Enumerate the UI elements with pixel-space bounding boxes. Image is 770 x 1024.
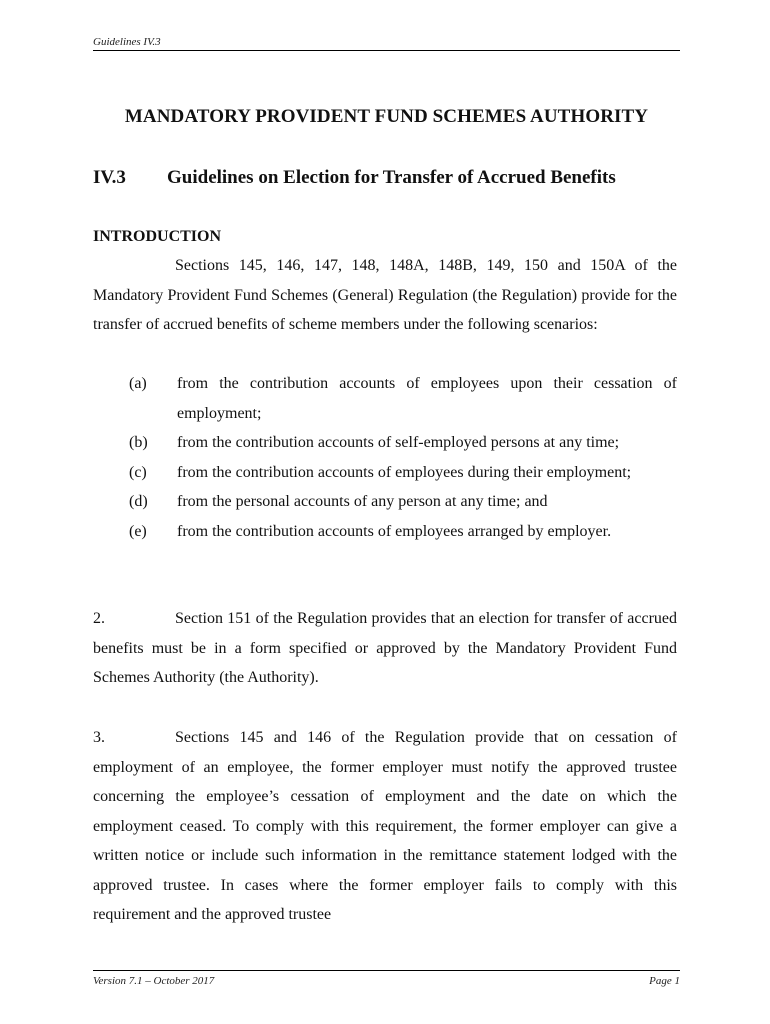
- list-item: [93, 458, 677, 488]
- intro-paragraph: [93, 251, 677, 340]
- list-item-label: (d): [129, 493, 148, 510]
- list-item-text: from the contribution accounts of self-employed persons at any time;: [177, 434, 620, 451]
- list-item-label: (b): [129, 434, 148, 451]
- scenario-list: [93, 369, 677, 546]
- paragraph-3: [93, 723, 677, 930]
- list-item-text: from the contribution accounts of employees during their employment;: [177, 463, 632, 481]
- document-title: MANDATORY PROVIDENT FUND SCHEMES AUTHORITY: [124, 106, 649, 127]
- intro-paragraph-text: Sections 145, 146, 147, 148, 148A, 148B, 149, 150 and 150A of the Mandatory Provident Fund Schemes (General) Regulation (the Regulation) provide for the transfer of accrued benefits of scheme members under the following scenarios:: [93, 257, 677, 333]
- section-title: Guidelines on Election for Transfer of Accrued Benefits: [167, 167, 616, 188]
- list-item-label: (e): [129, 522, 147, 540]
- list-item-label: (a): [129, 375, 147, 392]
- list-item: [93, 487, 677, 517]
- list-item: [93, 517, 677, 547]
- list-item-text: from the contribution accounts of employees arranged by employer.: [177, 522, 612, 540]
- version-label: Version 7.1 – October 2017: [93, 975, 215, 987]
- introduction-heading: INTRODUCTION: [93, 228, 222, 245]
- list-item-text: from the personal accounts of any person at any time; and: [177, 493, 548, 510]
- list-item: [93, 369, 677, 428]
- paragraph-2: [93, 604, 677, 693]
- paragraph-number: 3.: [93, 729, 105, 746]
- page-number: Page 1: [649, 975, 680, 987]
- running-header: Guidelines IV.3: [93, 36, 680, 51]
- paragraph-2-text: Section 151 of the Regulation provides that an election for transfer of accrued benefits must be in a form specified or approved by the Mandatory Provident Fund Schemes Authority (the Authority).: [93, 610, 677, 686]
- paragraph-3-text: Sections 145 and 146 of the Regulation provide that on cessation of employment of an employee, the former employer must notify the approved trustee concerning the employee’s cessation of employment and the date on which the employment ceased. To comply with this requirement, the former employer can give a written notice or include such information in the remittance statement lodged with the approved trustee. In cases where the former employer fails to comply with this requirement and the approved trustee: [93, 729, 677, 923]
- section-number: IV.3: [93, 167, 126, 188]
- list-item-text: from the contribution accounts of employees upon their cessation of employment;: [177, 375, 677, 422]
- running-footer: [93, 970, 680, 987]
- list-item: [93, 428, 677, 458]
- list-item-label: (c): [129, 463, 147, 481]
- paragraph-number: 2.: [93, 610, 105, 627]
- section-heading: [93, 167, 693, 189]
